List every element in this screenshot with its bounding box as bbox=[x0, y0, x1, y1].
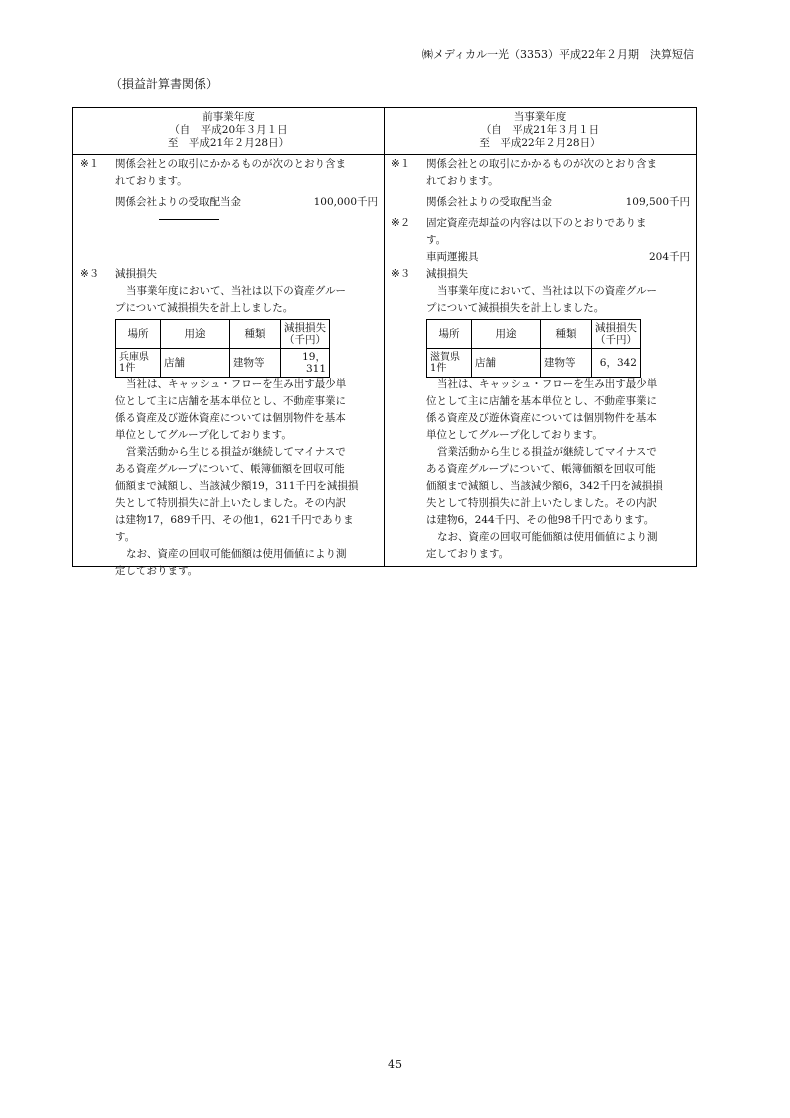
paragraph-line: 位として主に店舗を基本単位とし、不動産事業に bbox=[115, 395, 346, 407]
current-year-body bbox=[384, 155, 696, 566]
company-header: ㈱メディカル一光（3353）平成22年２月期 決算短信 bbox=[421, 48, 694, 61]
note1-amount-label: 関係会社よりの受取配当金 bbox=[426, 196, 552, 208]
paragraph-line: 定しております。 bbox=[426, 548, 510, 560]
paragraph-line: は建物6，244千円、その他98千円であります。 bbox=[426, 514, 655, 526]
section-title: （損益計算書関係） bbox=[110, 77, 219, 91]
table-header-type-text: 種類 bbox=[244, 328, 266, 340]
table-header-use: 用途 bbox=[161, 320, 230, 349]
table-header-loss bbox=[592, 320, 641, 349]
current-year-period-to: 至 平成22年２月28日） bbox=[479, 137, 601, 149]
place-line2: 1件 bbox=[119, 363, 136, 374]
page-number: 45 bbox=[388, 1058, 402, 1071]
previous-year-header bbox=[73, 108, 384, 155]
table-header-type bbox=[230, 320, 281, 349]
table-cell-use: 店舗 bbox=[472, 349, 541, 378]
table-cell-type: 建物等 bbox=[541, 349, 592, 378]
paragraph-line: 係る資産及び遊休資産については個別物件を基本 bbox=[426, 412, 657, 424]
table-row bbox=[116, 349, 330, 378]
paragraph-line: ある資産グループについて、帳簿価額を回収可能 bbox=[115, 463, 345, 475]
table-cell-place bbox=[427, 349, 472, 378]
note3-intro2 bbox=[115, 300, 378, 317]
note3-intro-line: 当事業年度において、当社は以下の資産グルー bbox=[437, 285, 657, 297]
note3-title: 減損損失 bbox=[426, 268, 468, 280]
note3-intro-line: プについて減損損失を計上しました。 bbox=[115, 302, 294, 314]
note2-mark: ※２ bbox=[391, 217, 411, 229]
table-cell-type: 建物等 bbox=[230, 349, 281, 378]
note3-intro bbox=[426, 283, 690, 300]
paragraph-line: ある資産グループについて、帳簿価額を回収可能 bbox=[426, 463, 656, 475]
table-header-loss-line2: （千円） bbox=[595, 334, 637, 346]
note2-line: す。 bbox=[426, 234, 447, 246]
note1-line: れております。 bbox=[115, 175, 188, 187]
place-line2: 1件 bbox=[430, 363, 447, 374]
impairment-table bbox=[115, 319, 330, 378]
place-line1: 兵庫県 bbox=[119, 352, 149, 363]
note2-amount-value: 204千円 bbox=[648, 251, 690, 263]
paragraph-line: 失として特別損失に計上いたしました。その内訳 bbox=[426, 497, 657, 509]
paragraph-line: なお、資産の回収可能価額は使用価値により測 bbox=[437, 531, 658, 543]
paragraph-grouping bbox=[115, 376, 378, 580]
paragraph-grouping bbox=[426, 376, 690, 563]
table-header-place: 場所 bbox=[116, 320, 161, 349]
current-year-header bbox=[384, 108, 696, 155]
table-cell-loss: 19，311 bbox=[281, 349, 330, 378]
note3-intro-line: 当事業年度において、当社は以下の資産グルー bbox=[126, 285, 346, 297]
note2-text bbox=[426, 215, 690, 249]
table-cell-loss: 6，342 bbox=[592, 349, 641, 378]
table-header-loss-line1: 減損損失 bbox=[595, 322, 637, 334]
note2-amount-label: 車両運搬具 bbox=[426, 251, 479, 263]
current-year-title: 当事業年度 bbox=[513, 111, 567, 123]
paragraph-line: 単位としてグループ化しております。 bbox=[426, 429, 603, 441]
note3-title: 減損損失 bbox=[115, 268, 157, 280]
note3-mark: ※３ bbox=[391, 268, 411, 280]
paragraph-line: 失として特別損失に計上いたしました。その内訳 bbox=[115, 497, 346, 509]
paragraph-line: 当社は、キャッシュ・フローを生み出す最少単 bbox=[126, 378, 347, 390]
income-statement-notes-table bbox=[72, 107, 697, 577]
table-header-place: 場所 bbox=[427, 320, 472, 349]
previous-year-title: 前事業年度 bbox=[202, 111, 255, 123]
previous-year-period-from: （自 平成20年３月１日 bbox=[169, 124, 288, 136]
paragraph-line: 価額まで減額し、当該減少額19，311千円を減損損 bbox=[115, 480, 359, 492]
paragraph-line: なお、資産の回収可能価額は使用価値により測 bbox=[126, 548, 347, 560]
impairment-table bbox=[426, 319, 641, 378]
none-divider bbox=[159, 219, 219, 220]
note1-amount-value: 109,500千円 bbox=[625, 196, 690, 208]
paragraph-line: 単位としてグループ化しております。 bbox=[115, 429, 292, 441]
table-header-use: 用途 bbox=[472, 320, 541, 349]
paragraph-line: 位として主に店舗を基本単位とし、不動産事業に bbox=[426, 395, 657, 407]
note3-mark: ※３ bbox=[80, 268, 100, 280]
previous-year-body bbox=[73, 155, 384, 577]
table-row bbox=[427, 349, 641, 378]
paragraph-line: 定しております。 bbox=[115, 565, 199, 577]
note1-line: 関係会社との取引にかかるものが次のとおり含ま bbox=[426, 158, 657, 170]
note1-line: 関係会社との取引にかかるものが次のとおり含ま bbox=[115, 158, 346, 170]
paragraph-line: 価額まで減額し、当該減少額6，342千円を減損損 bbox=[426, 480, 663, 492]
current-year-period-from: （自 平成21年３月１日 bbox=[480, 124, 600, 136]
note3-intro bbox=[115, 283, 378, 300]
paragraph-line: 営業活動から生じる損益が継続してマイナスで bbox=[437, 446, 657, 458]
note1-text bbox=[115, 156, 378, 190]
table-header-loss-line2: （千円） bbox=[284, 334, 326, 346]
table-header-loss-line1: 減損損失 bbox=[284, 322, 326, 334]
paragraph-line: 係る資産及び遊休資産については個別物件を基本 bbox=[115, 412, 346, 424]
note1-line: れております。 bbox=[426, 175, 499, 187]
note3-intro2 bbox=[426, 300, 690, 317]
paragraph-line: 当社は、キャッシュ・フローを生み出す最少単 bbox=[437, 378, 658, 390]
note1-amount-value: 100,000千円 bbox=[313, 196, 378, 208]
note1-mark: ※１ bbox=[391, 158, 411, 170]
table-header-type-text: 種類 bbox=[555, 328, 577, 340]
note1-amount-label: 関係会社よりの受取配当金 bbox=[115, 196, 241, 208]
paragraph-line: 営業活動から生じる損益が継続してマイナスで bbox=[126, 446, 346, 458]
note1-mark: ※１ bbox=[80, 158, 100, 170]
note1-text bbox=[426, 156, 690, 190]
previous-year-column bbox=[73, 108, 385, 577]
paragraph-line: す。 bbox=[115, 531, 136, 543]
table-header-type bbox=[541, 320, 592, 349]
paragraph-line: は建物17，689千円、その他1，621千円でありま bbox=[115, 514, 354, 526]
table-cell-place bbox=[116, 349, 161, 378]
previous-year-period-to: 至 平成21年２月28日） bbox=[167, 137, 290, 149]
table-header-loss bbox=[281, 320, 330, 349]
table-cell-use: 店舗 bbox=[161, 349, 230, 378]
place-line1: 滋賀県 bbox=[430, 352, 460, 363]
note3-intro-line: プについて減損損失を計上しました。 bbox=[426, 302, 605, 314]
note2-line: 固定資産売却益の内容は以下のとおりでありま bbox=[426, 217, 647, 229]
current-year-column bbox=[384, 108, 696, 566]
